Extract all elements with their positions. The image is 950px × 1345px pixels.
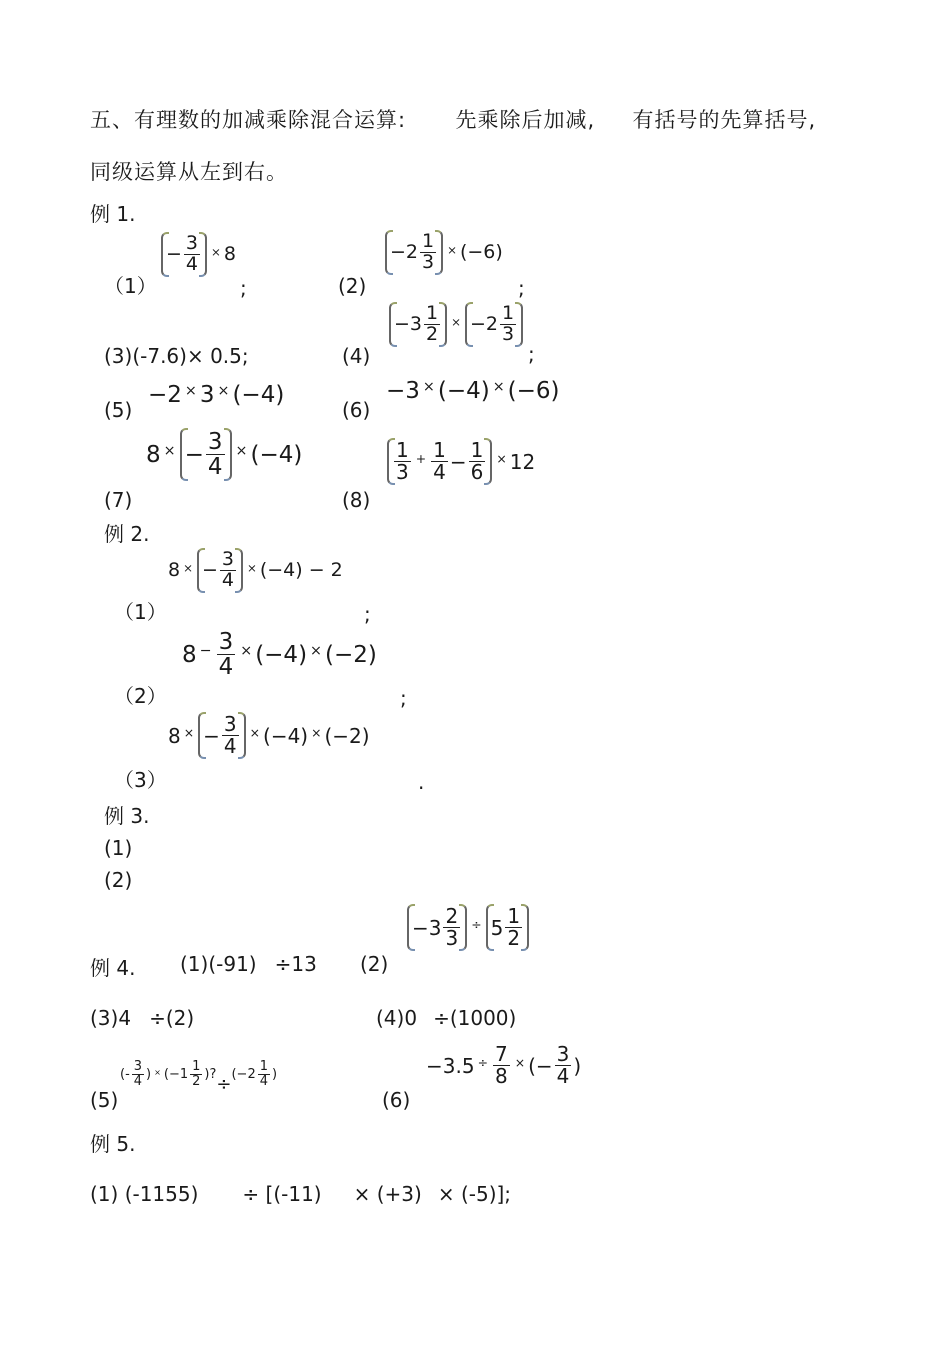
ex4-problem-1: (1)(-91) ÷13	[180, 952, 317, 976]
ex4-problem-5-expr: (- $\frac{3}{4}$ ) × (−1 $\frac{1}{2}$ )? ÷ (−2 $\frac{1}{4}$ )	[120, 1059, 278, 1095]
ex2-problem-3-expr: 8 × − $\frac{3}{4}$ × (−4) × (−2)	[168, 712, 370, 758]
example-1-label: 例 1.	[90, 202, 136, 226]
ex1-semicolon-2: ;	[518, 276, 525, 300]
ex1-problem-1-label: （1）	[104, 274, 157, 298]
section-title	[90, 104, 816, 134]
ex1-problem-4-label: (4)	[342, 344, 371, 368]
ex3-problem-1-label: (1)	[104, 836, 133, 860]
ex1-problem-7-expr: 8 × − $\frac{3}{4}$ × (−4)	[146, 429, 303, 481]
example-3-label: 例 3.	[104, 804, 150, 828]
title-part-c: 有括号的先算括号,	[632, 108, 817, 132]
ex4-problem-3: (3)4 ÷(2)	[90, 1006, 195, 1030]
title-part-b: 先乘除后加减,	[455, 108, 596, 132]
ex1-problem-1-expr: − $\frac{3}{4}$ × 8	[160, 234, 236, 275]
ex4-problem-2-label: (2)	[360, 952, 389, 976]
ex1-problem-6-label: (6)	[342, 398, 371, 422]
example-4-label: 例 4.	[90, 956, 136, 980]
ex1-semicolon-1: ;	[240, 276, 247, 300]
ex4-problem-2-expr: −3 $\frac{2}{3}$ ÷ 5 $\frac{1}{2}$	[406, 906, 530, 949]
ex1-problem-5-label: (5)	[104, 398, 133, 422]
example-2-label: 例 2.	[104, 522, 150, 546]
ex1-problem-6-expr: −3 × (−4) × (−6)	[386, 378, 560, 404]
ex4-problem-4: (4)0 ÷(1000)	[376, 1006, 517, 1030]
section-title-line2: 同级运算从左到右。	[90, 160, 288, 184]
example-5-label: 例 5.	[90, 1132, 136, 1156]
ex1-problem-2-expr: −2 $\frac{1}{3}$ × (−6)	[384, 232, 503, 273]
ex1-semicolon-4: ;	[528, 342, 535, 366]
ex2-problem-1-expr: 8 × − $\frac{3}{4}$ × (−4) − 2	[168, 548, 343, 591]
ex2-problem-1-label: （1）	[114, 600, 167, 624]
ex4-problem-6-expr: −3.5 ÷ $\frac{7}{8}$ × (− $\frac{3}{4}$ )	[426, 1042, 582, 1088]
ex1-problem-5-expr: −2 × 3 × (−4)	[148, 382, 285, 408]
ex3-problem-2-label: (2)	[104, 868, 133, 892]
ex2-period: .	[418, 770, 425, 794]
ex5-problem-1: (1) (-1155) ÷ [(-11) × (+3) × (-5)];	[90, 1182, 512, 1206]
ex4-problem-5-label: (5)	[90, 1088, 119, 1112]
ex2-semicolon-1: ;	[364, 602, 371, 626]
ex2-semicolon-2: ;	[400, 686, 407, 710]
ex1-problem-4-expr: −3 $\frac{1}{2}$ × −2 $\frac{1}{3}$	[388, 304, 524, 345]
ex1-problem-8-expr: $\frac{1}{3}$ + $\frac{1}{4}$ − $\frac{1}{6}$ × 12	[386, 438, 535, 483]
ex1-problem-2-label: (2)	[338, 274, 367, 298]
ex2-problem-2-expr: 8 − $\frac{3}{4}$ × (−4) × (−2)	[182, 629, 377, 681]
ex1-problem-8-label: (8)	[342, 488, 371, 512]
ex2-problem-2-label: （2）	[114, 684, 167, 708]
ex2-problem-3-label: （3）	[114, 768, 167, 792]
ex4-problem-6-label: (6)	[382, 1088, 411, 1112]
title-part-a: 五、有理数的加减乘除混合运算:	[90, 108, 407, 132]
ex1-problem-3: (3)(-7.6)× 0.5;	[104, 344, 249, 368]
ex1-problem-7-label: (7)	[104, 488, 133, 512]
